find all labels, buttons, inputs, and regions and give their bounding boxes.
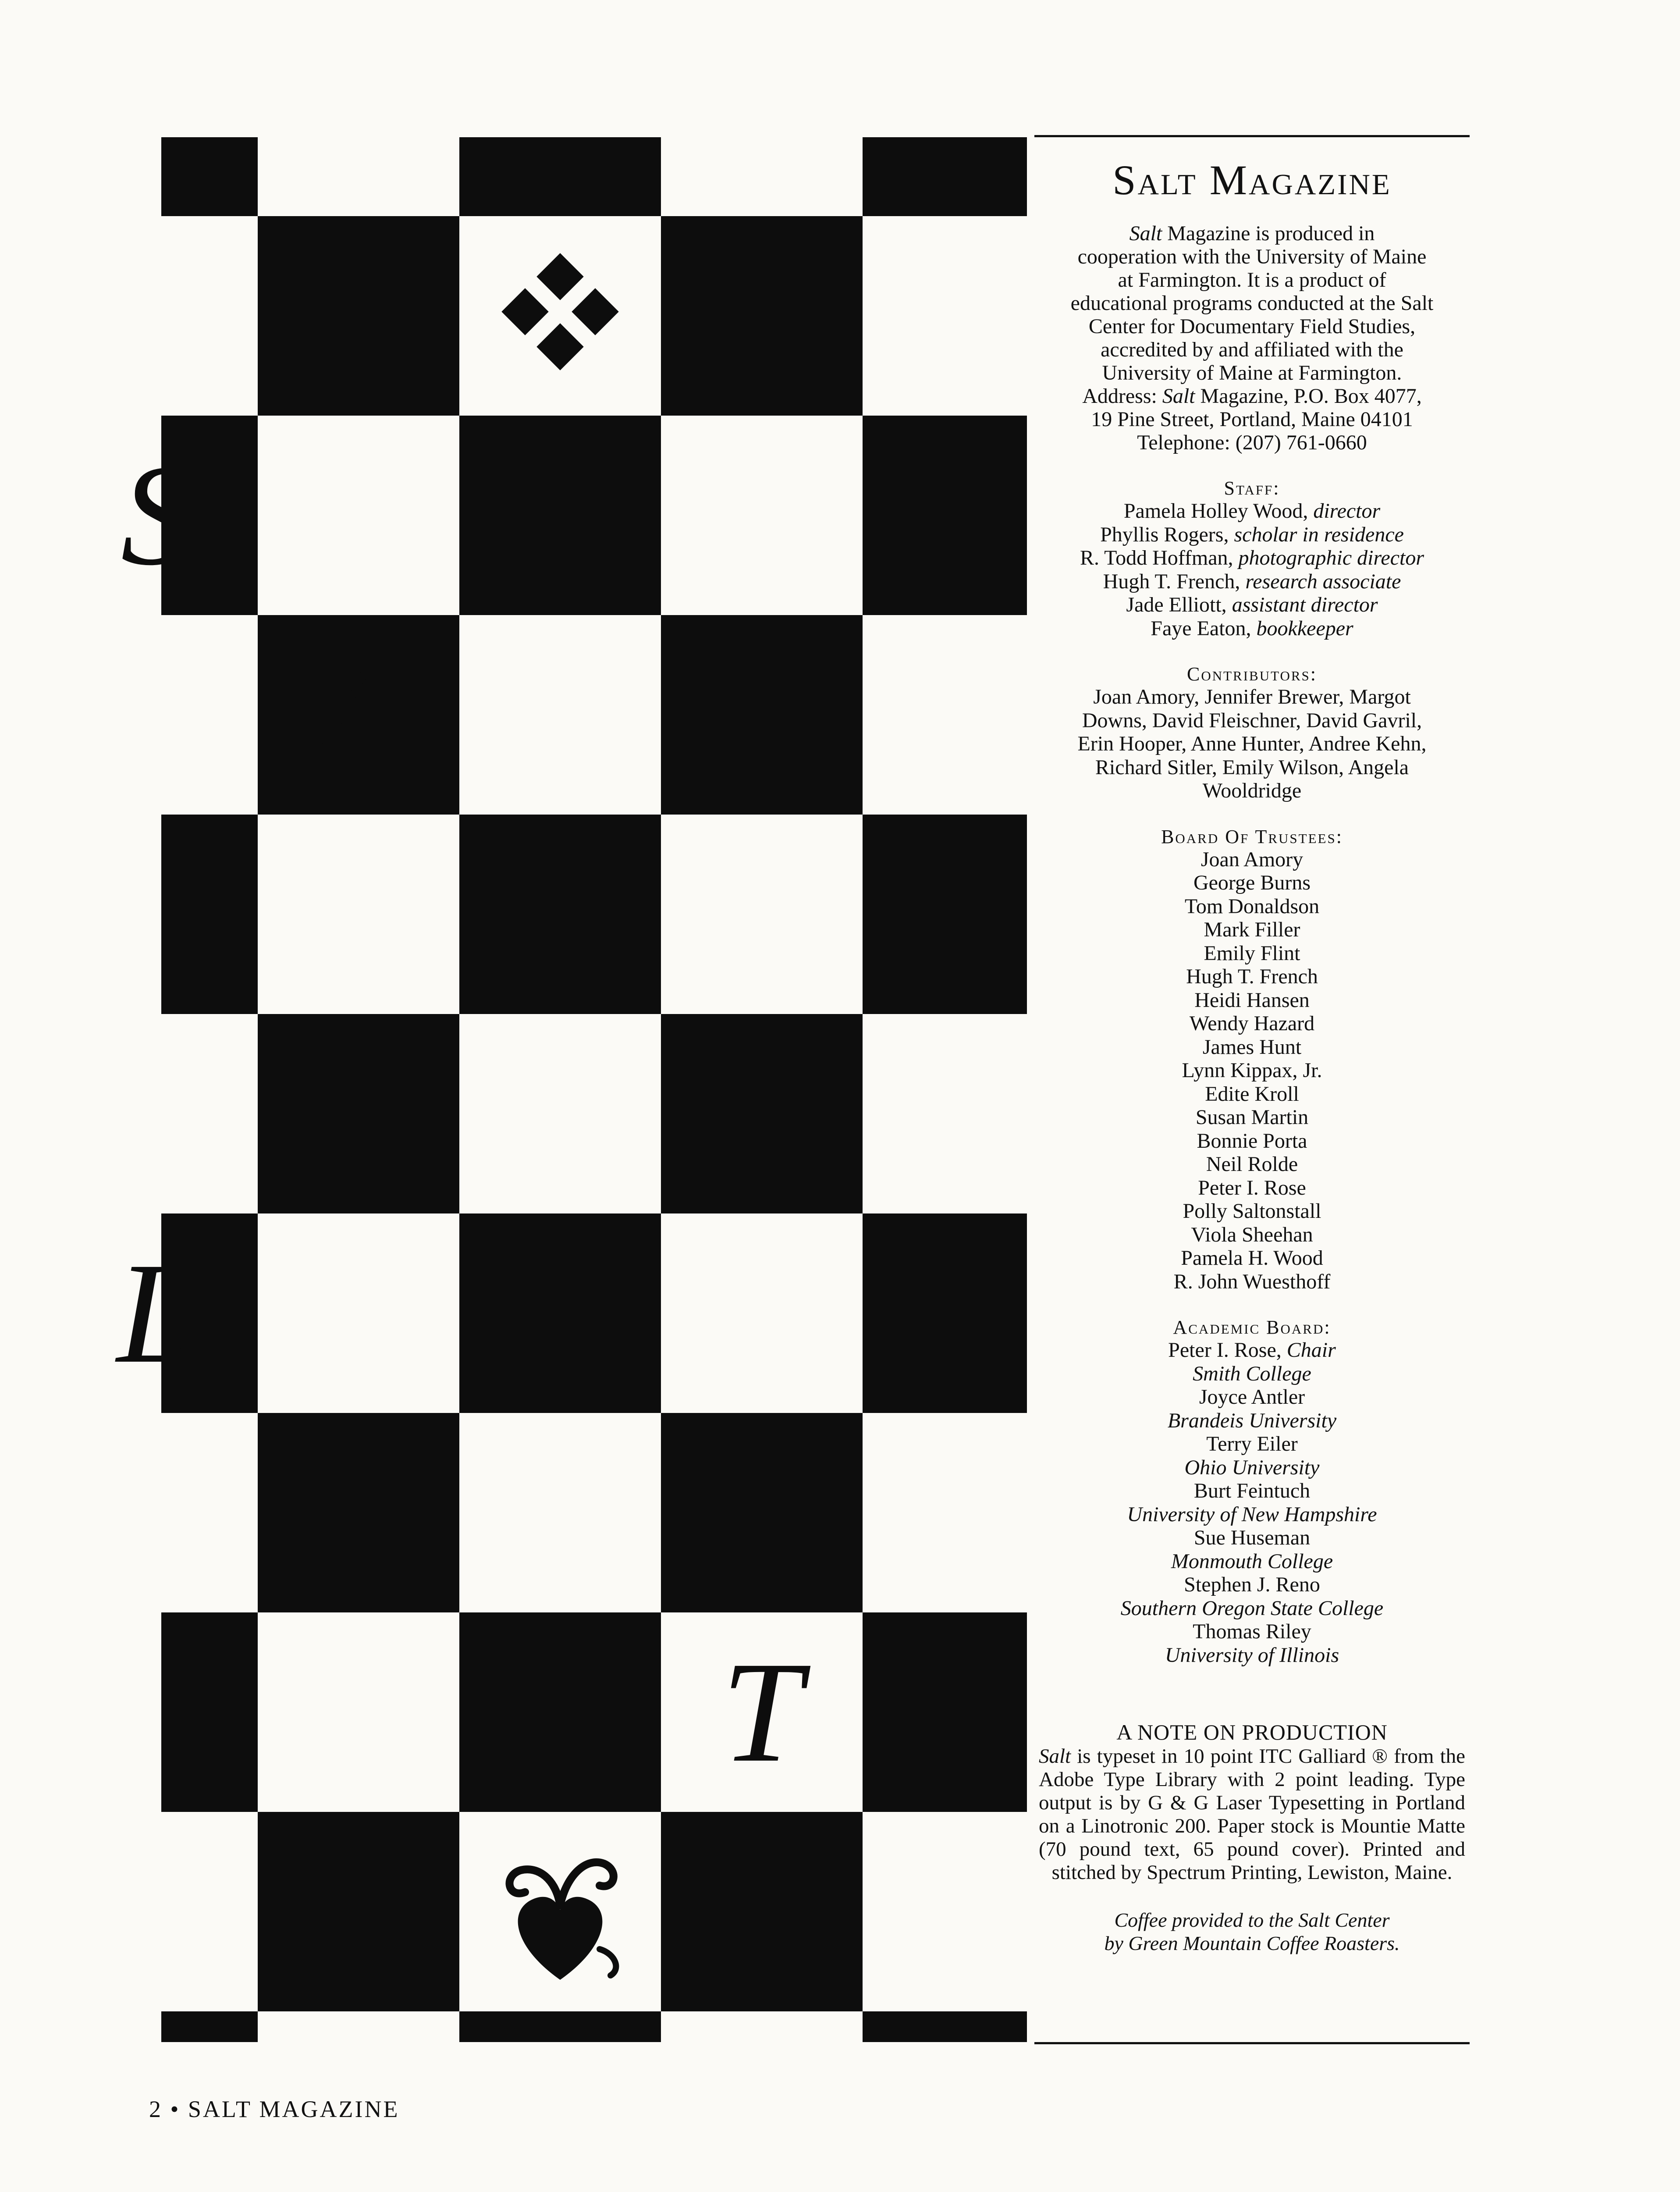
- board-square: [56, 1812, 258, 2011]
- board-square: [863, 615, 1064, 815]
- board-square: [863, 1413, 1064, 1612]
- academic-name: Sue Huseman: [1193, 1526, 1311, 1549]
- staff-name: Hugh T. French,: [1103, 569, 1246, 593]
- production-heading: A NOTE ON PRODUCTION: [1116, 1720, 1388, 1744]
- intro-line: educational programs conducted at the Salt: [1070, 292, 1434, 315]
- staff-role: research associate: [1245, 569, 1401, 593]
- board-square: [661, 17, 863, 216]
- contributors-list: [1039, 685, 1465, 803]
- staff-entry: [1034, 570, 1470, 594]
- contributors-line: Wooldridge: [1202, 779, 1302, 802]
- heart-flourish-icon: [459, 1812, 661, 2011]
- academic-member: [1034, 1573, 1470, 1597]
- staff-list: [1034, 499, 1470, 640]
- academic-board-heading: Academic Board:: [1173, 1317, 1331, 1338]
- intro-line: Center for Documentary Field Studies,: [1088, 315, 1416, 338]
- academic-name: Terry Eiler: [1206, 1432, 1298, 1455]
- board-square: [459, 1014, 661, 1213]
- intro-italic-word: Salt: [1162, 384, 1195, 408]
- contributors-line: Joan Amory, Jennifer Brewer, Margot: [1093, 685, 1411, 708]
- academic-school: Southern Oregon State College: [1120, 1596, 1384, 1620]
- contributors-line: Richard Sitler, Emily Wilson, Angela: [1095, 755, 1409, 779]
- board-square: [863, 216, 1064, 416]
- trustee-name: Heidi Hansen: [1194, 988, 1310, 1012]
- trustee-name: Pamela H. Wood: [1181, 1246, 1323, 1270]
- contributors-heading: Contributors:: [1186, 663, 1318, 685]
- trustee-name: Hugh T. French: [1186, 965, 1318, 988]
- trustee-name: Tom Donaldson: [1184, 894, 1320, 918]
- board-letter-l: L: [117, 1233, 197, 1393]
- board-square: [661, 2011, 863, 2192]
- trustee-name: Susan Martin: [1195, 1106, 1309, 1129]
- trustee-name: Edite Kroll: [1205, 1082, 1299, 1106]
- coffee-credit: [1034, 1908, 1470, 1955]
- board-square: [258, 815, 459, 1014]
- trustee-name: Emily Flint: [1204, 941, 1300, 965]
- trustee-name: R. John Wuesthoff: [1173, 1270, 1331, 1293]
- academic-school: Smith College: [1193, 1362, 1311, 1385]
- staff-entry: [1034, 546, 1470, 570]
- staff-name: Jade Elliott,: [1126, 593, 1232, 616]
- page-footer: [149, 2096, 399, 2123]
- credit-line: by Green Mountain Coffee Roasters.: [1104, 1932, 1400, 1954]
- diamond-cluster-icon: [459, 216, 661, 416]
- board-square: [56, 216, 258, 416]
- production-body: is typeset in 10 point ITC Galliard ® from the Adobe Type Library with 2 point leading. Type output is by G & G Laser Typesetting in Portland on a Linotronic 200. Paper stock is Mountie Matte (70 pound text, 65 pound cover). Printed and stitched by Spectrum Printing, Lewiston, Maine.: [1039, 1745, 1465, 1884]
- academic-name: Thomas Riley: [1193, 1620, 1311, 1643]
- board-square: [661, 1213, 863, 1413]
- intro-line: Address: Salt Magazine, P.O. Box 4077,: [1082, 384, 1422, 408]
- production-lead: Salt: [1039, 1745, 1071, 1768]
- trustees-heading: Board Of Trustees:: [1161, 826, 1343, 847]
- footer-publication: SALT MAGAZINE: [188, 2096, 400, 2122]
- academic-school: University of Illinois: [1165, 1643, 1339, 1667]
- staff-name: Pamela Holley Wood,: [1123, 499, 1314, 523]
- trustee-name: Polly Saltonstall: [1183, 1199, 1321, 1223]
- board-square: [863, 1014, 1064, 1213]
- trustee-name: Peter I. Rose: [1198, 1176, 1306, 1199]
- academic-school: Brandeis University: [1167, 1409, 1337, 1432]
- board-square: [56, 1014, 258, 1213]
- contributors-line: Erin Hooper, Anne Hunter, Andree Kehn,: [1077, 732, 1427, 755]
- board-letter-a: A: [314, 634, 403, 795]
- credit-line: Coffee provided to the Salt Center: [1114, 1909, 1390, 1931]
- staff-entry: [1034, 523, 1470, 547]
- trustee-name: Neil Rolde: [1206, 1153, 1298, 1176]
- staff-role: assistant director: [1232, 593, 1378, 616]
- academic-member: [1034, 1526, 1470, 1550]
- academic-member: [1034, 1479, 1470, 1503]
- trustee-name: James Hunt: [1202, 1035, 1302, 1059]
- contributors-section: [1034, 663, 1470, 803]
- board-square: [661, 815, 863, 1014]
- academic-member: [1034, 1620, 1470, 1644]
- masthead-intro: [1034, 222, 1470, 454]
- trustee-name: George Burns: [1193, 871, 1311, 894]
- academic-board-list: [1034, 1338, 1470, 1667]
- academic-board-section: [1034, 1316, 1470, 1667]
- staff-entry: [1034, 499, 1470, 523]
- intro-line: at Farmington. It is a product of: [1118, 268, 1386, 292]
- academic-member: [1034, 1338, 1470, 1362]
- page-number: 2: [149, 2096, 163, 2122]
- academic-name: Joyce Antler: [1199, 1385, 1305, 1409]
- staff-entry: [1034, 593, 1470, 617]
- trustee-name: Viola Sheehan: [1191, 1223, 1313, 1246]
- board-letter-t: T: [721, 1632, 802, 1792]
- trustees-section: [1034, 826, 1470, 1294]
- trustee-name: Bonnie Porta: [1197, 1129, 1307, 1153]
- board-square: [258, 17, 459, 216]
- staff-heading: Staff:: [1224, 477, 1280, 499]
- board-square: [661, 416, 863, 615]
- footer-separator: •: [170, 2096, 181, 2122]
- staff-entry: [1034, 617, 1470, 641]
- board-square: [56, 1413, 258, 1612]
- intro-line: cooperation with the University of Maine: [1077, 245, 1427, 268]
- intro-line: accredited by and affiliated with the: [1101, 338, 1403, 361]
- trustee-name: Joan Amory: [1201, 847, 1304, 871]
- board-letter-s: S: [121, 435, 193, 595]
- academic-school: Monmouth College: [1171, 1549, 1333, 1573]
- checkerboard-artwork: [117, 137, 1027, 2042]
- staff-name: Phyllis Rogers,: [1100, 523, 1234, 546]
- contributors-line: Downs, David Fleischner, David Gavril,: [1082, 708, 1422, 732]
- intro-line-rest: Magazine is produced in: [1162, 222, 1375, 245]
- board-square: [258, 416, 459, 615]
- board-square: [863, 1812, 1064, 2011]
- board-square: [258, 1213, 459, 1413]
- staff-role: bookkeeper: [1256, 616, 1353, 640]
- academic-member: [1034, 1432, 1470, 1456]
- intro-line: Salt Magazine is produced in: [1129, 222, 1375, 245]
- academic-name: Stephen J. Reno: [1184, 1573, 1320, 1596]
- intro-line: University of Maine at Farmington.: [1102, 361, 1402, 384]
- staff-role: director: [1313, 499, 1381, 523]
- staff-name: Faye Eaton,: [1151, 616, 1257, 640]
- academic-member: [1034, 1385, 1470, 1409]
- board-square: [56, 615, 258, 815]
- masthead-column: [1034, 135, 1470, 2044]
- masthead-title: Salt Magazine: [1112, 157, 1392, 203]
- staff-section: [1034, 477, 1470, 640]
- academic-name: Peter I. Rose,: [1168, 1338, 1287, 1362]
- staff-name: R. Todd Hoffman,: [1080, 546, 1239, 569]
- board-square: [459, 1413, 661, 1612]
- intro-line: 19 Pine Street, Portland, Maine 04101: [1091, 408, 1413, 431]
- production-text: [1034, 1745, 1470, 1884]
- trustees-list: [1034, 848, 1470, 1294]
- staff-role: photographic director: [1238, 546, 1424, 569]
- trustee-name: Lynn Kippax, Jr.: [1182, 1059, 1322, 1082]
- board-square: [258, 1612, 459, 1812]
- academic-role: Chair: [1286, 1338, 1336, 1362]
- staff-role: scholar in residence: [1234, 523, 1404, 546]
- academic-school: Ohio University: [1184, 1455, 1320, 1479]
- intro-line: Telephone: (207) 761-0660: [1137, 431, 1367, 454]
- production-note: [1034, 1719, 1470, 1884]
- trustee-name: Mark Filler: [1204, 918, 1300, 941]
- trustee-name: Wendy Hazard: [1189, 1012, 1315, 1035]
- board-square: [459, 615, 661, 815]
- academic-school: University of New Hampshire: [1127, 1502, 1377, 1526]
- academic-name: Burt Feintuch: [1193, 1479, 1311, 1502]
